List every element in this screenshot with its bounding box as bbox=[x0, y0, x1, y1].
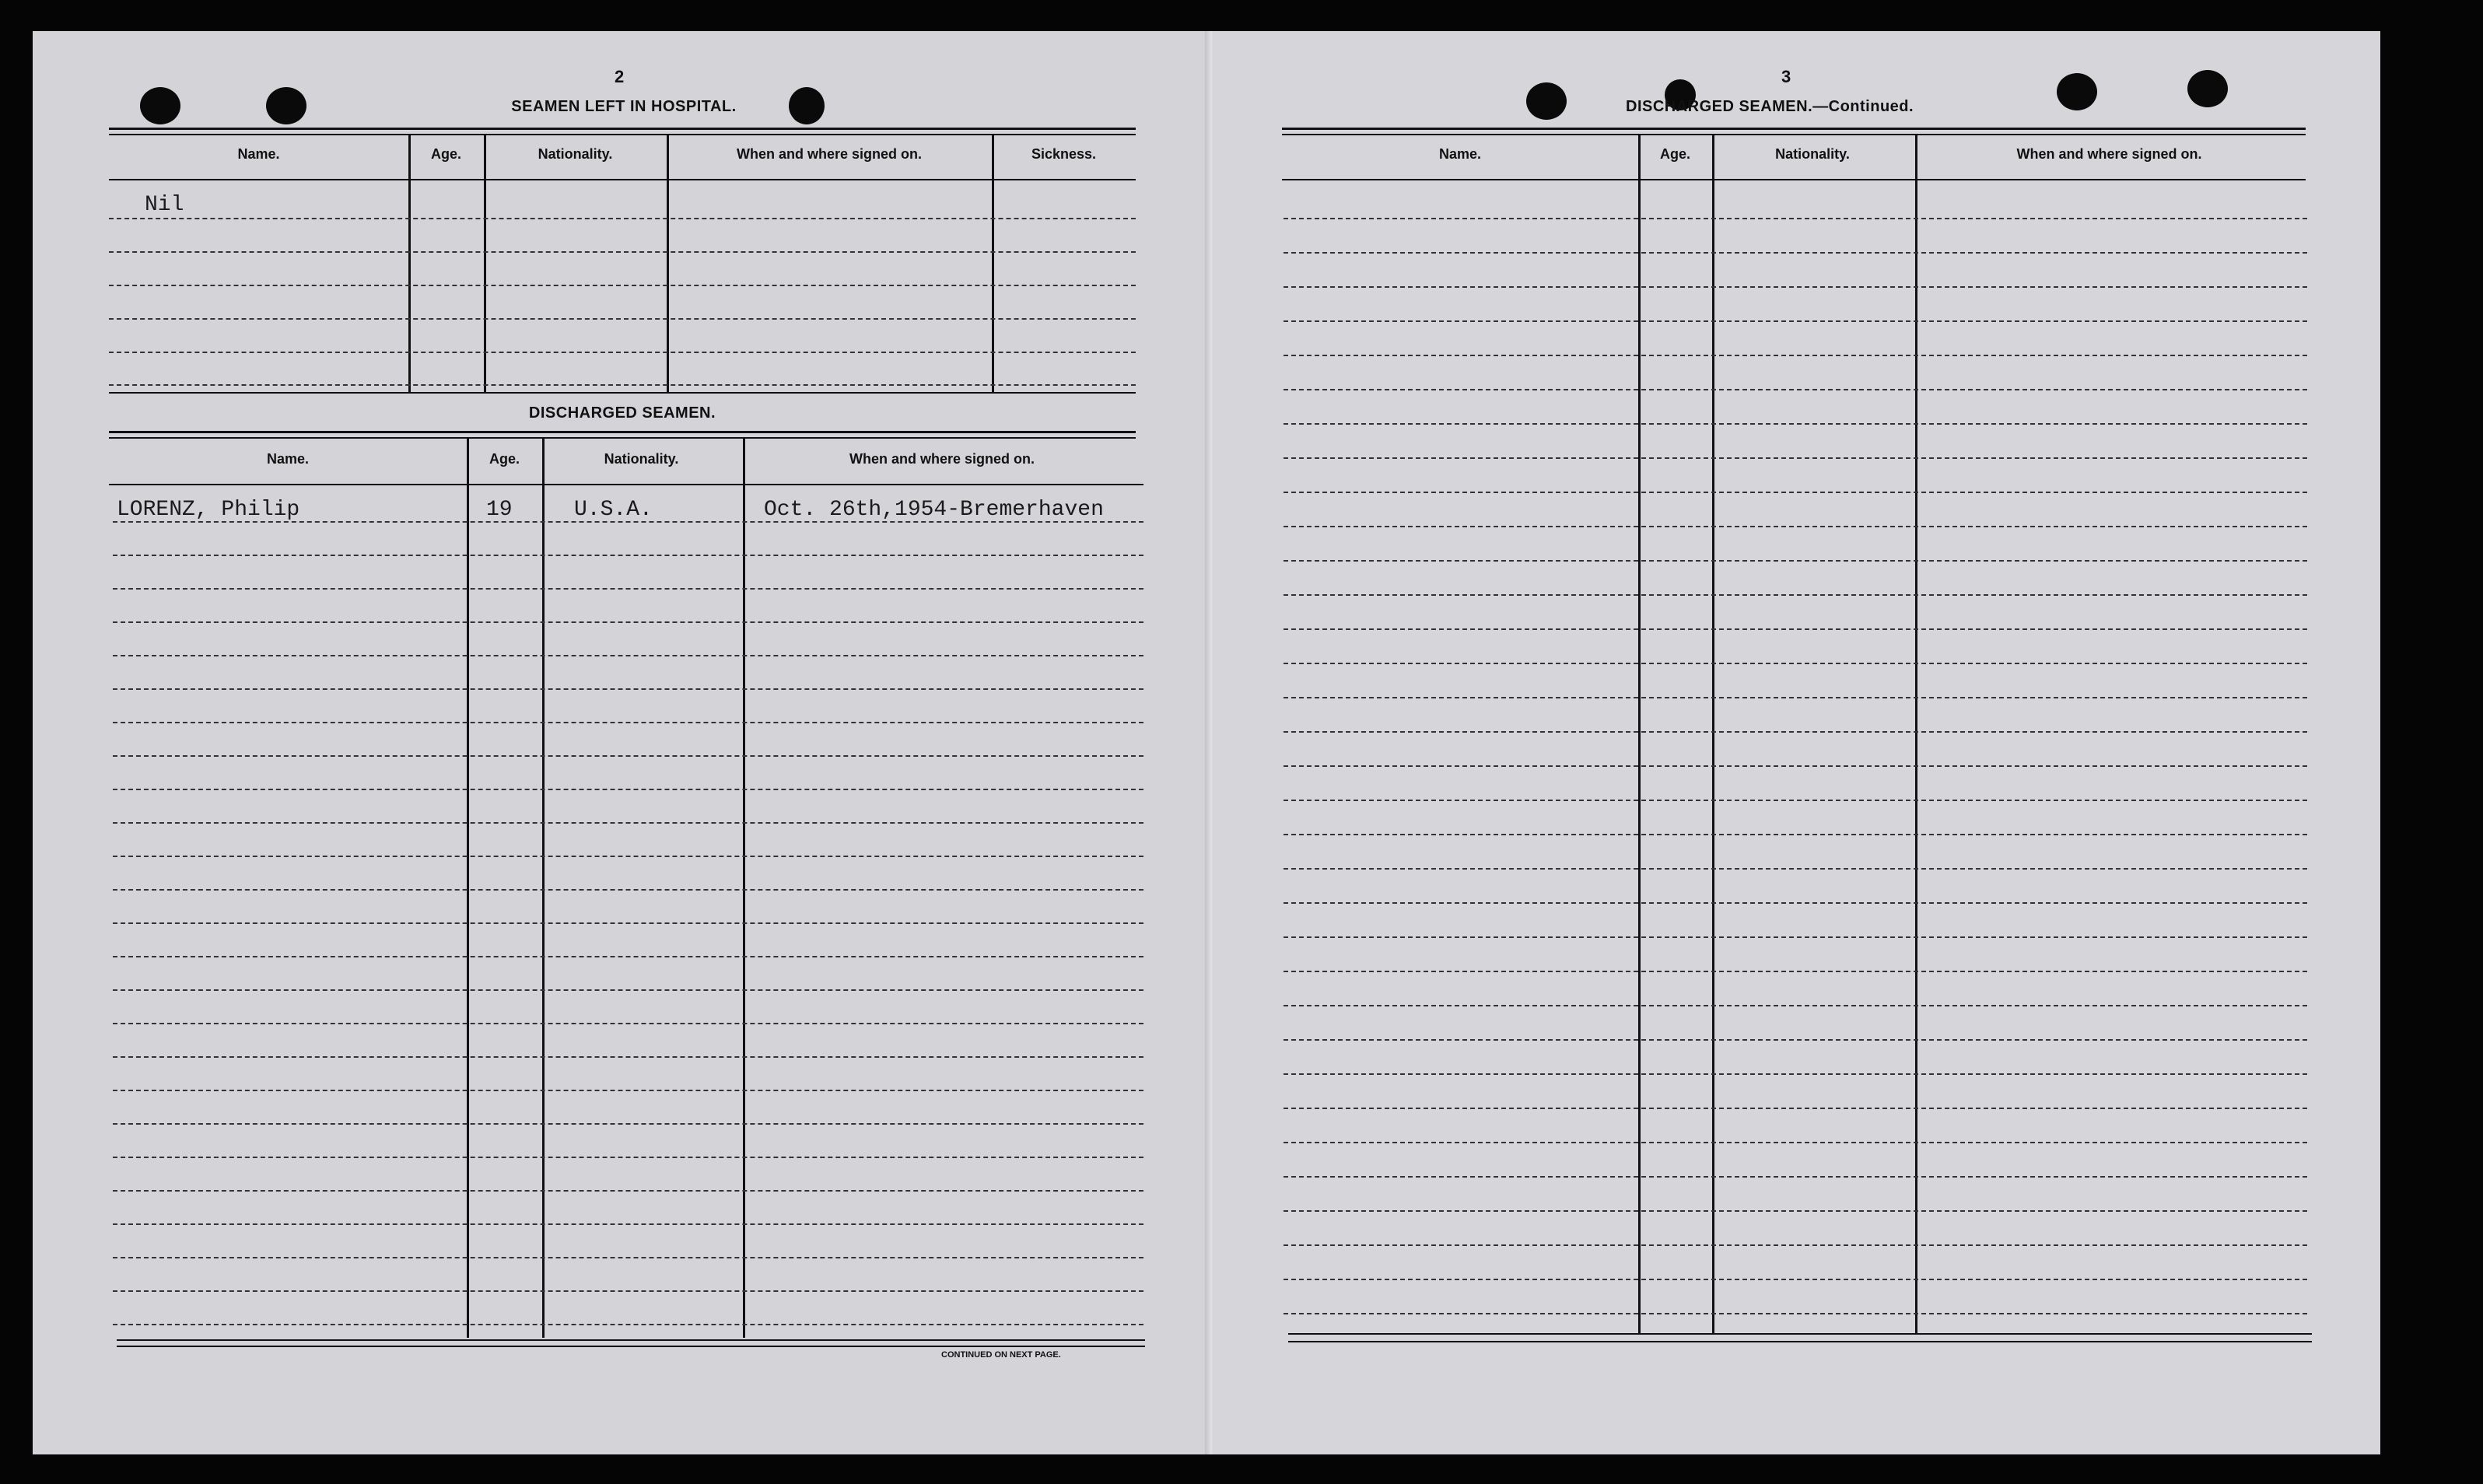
column-divider bbox=[1638, 135, 1641, 1333]
rule bbox=[117, 1339, 1145, 1341]
col-header-sickness: Sickness. bbox=[1031, 146, 1097, 162]
entry-line bbox=[1284, 492, 2307, 493]
column-divider bbox=[1915, 135, 1917, 1333]
entry-line bbox=[113, 755, 1143, 757]
entry-line bbox=[113, 655, 1143, 656]
entry-line bbox=[113, 956, 1143, 957]
continued-note: CONTINUED ON NEXT PAGE. bbox=[941, 1350, 1061, 1360]
entry-line bbox=[113, 822, 1143, 824]
rule bbox=[109, 431, 1136, 433]
column-divider bbox=[743, 439, 745, 1338]
entry-line bbox=[1284, 936, 2307, 938]
col-header-name: Name. bbox=[1438, 146, 1482, 162]
entry-line bbox=[1284, 765, 2307, 767]
page-number: 2 bbox=[615, 67, 625, 86]
entry-line bbox=[113, 1023, 1143, 1024]
entry-line bbox=[113, 555, 1143, 556]
col-header-age: Age. bbox=[1659, 146, 1690, 162]
entry-line bbox=[113, 789, 1143, 790]
col-header-signed-on: When and where signed on. bbox=[849, 451, 1035, 467]
rule bbox=[1282, 128, 2306, 130]
column-divider bbox=[408, 135, 411, 392]
col-header-name: Name. bbox=[266, 451, 310, 467]
entry-line bbox=[113, 621, 1143, 623]
column-divider bbox=[467, 439, 469, 1338]
entry-line bbox=[1284, 526, 2307, 527]
entry-line bbox=[113, 688, 1143, 690]
entry-line bbox=[113, 1157, 1143, 1158]
rule bbox=[109, 179, 1136, 180]
rule bbox=[117, 1346, 1145, 1347]
discharged-nationality: U.S.A. bbox=[574, 498, 653, 522]
rule bbox=[1288, 1341, 2312, 1342]
entry-line bbox=[109, 218, 1136, 219]
entry-line bbox=[1284, 800, 2307, 801]
punch-hole bbox=[2187, 70, 2228, 107]
column-divider bbox=[992, 135, 994, 392]
entry-line bbox=[113, 856, 1143, 857]
entry-line bbox=[1284, 697, 2307, 698]
section-title-discharged: DISCHARGED SEAMEN. bbox=[528, 404, 716, 422]
entry-line bbox=[113, 1190, 1143, 1192]
entry-line bbox=[113, 1223, 1143, 1225]
column-divider bbox=[484, 135, 486, 392]
entry-line bbox=[1284, 834, 2307, 835]
entry-line bbox=[1284, 1279, 2307, 1280]
col-header-signed-on: When and where signed on. bbox=[2016, 146, 2202, 162]
entry-line bbox=[1284, 252, 2307, 254]
entry-line bbox=[113, 521, 1143, 523]
punch-hole bbox=[140, 87, 180, 124]
rule bbox=[109, 134, 1136, 135]
col-header-nationality: Nationality. bbox=[1775, 146, 1850, 162]
entry-line bbox=[109, 285, 1136, 286]
entry-line bbox=[113, 889, 1143, 891]
punch-hole bbox=[266, 87, 306, 124]
page-number: 3 bbox=[1781, 67, 1791, 86]
entry-line bbox=[1284, 1039, 2307, 1041]
entry-line bbox=[113, 1123, 1143, 1125]
entry-line bbox=[113, 722, 1143, 723]
section-title-hospital: SEAMEN LEFT IN HOSPITAL. bbox=[511, 98, 737, 115]
rule bbox=[1288, 1333, 2312, 1335]
entry-line bbox=[1284, 902, 2307, 904]
entry-line bbox=[1284, 286, 2307, 288]
punch-hole bbox=[789, 87, 825, 124]
entry-line bbox=[109, 318, 1136, 320]
col-header-nationality: Nationality. bbox=[538, 146, 613, 162]
discharged-age: 19 bbox=[486, 498, 513, 522]
entry-line bbox=[1284, 1073, 2307, 1075]
entry-line bbox=[113, 989, 1143, 991]
rule bbox=[109, 392, 1136, 394]
hospital-entry: Nil bbox=[145, 193, 184, 217]
entry-line bbox=[109, 352, 1136, 353]
entry-line bbox=[1284, 1142, 2307, 1143]
entry-line bbox=[113, 1324, 1143, 1325]
entry-line bbox=[1284, 628, 2307, 630]
entry-line bbox=[113, 1290, 1143, 1292]
rule bbox=[109, 128, 1136, 130]
entry-line bbox=[113, 922, 1143, 924]
entry-line bbox=[1284, 560, 2307, 562]
punch-hole bbox=[2057, 73, 2097, 110]
entry-line bbox=[113, 1090, 1143, 1091]
entry-line bbox=[1284, 1176, 2307, 1178]
rule bbox=[109, 484, 1143, 485]
rule bbox=[1282, 134, 2306, 135]
col-header-nationality: Nationality. bbox=[604, 451, 679, 467]
entry-line bbox=[1284, 355, 2307, 356]
punch-hole bbox=[1526, 82, 1567, 120]
rule bbox=[109, 437, 1136, 439]
right-page bbox=[1213, 31, 2380, 1454]
entry-line bbox=[113, 1257, 1143, 1258]
entry-line bbox=[1284, 1108, 2307, 1109]
discharged-name: LORENZ, Philip bbox=[117, 498, 300, 522]
entry-line bbox=[109, 251, 1136, 253]
entry-line bbox=[1284, 731, 2307, 733]
column-divider bbox=[1712, 135, 1714, 1333]
entry-line bbox=[1284, 389, 2307, 390]
entry-line bbox=[1284, 320, 2307, 322]
col-header-age: Age. bbox=[430, 146, 461, 162]
rule bbox=[1282, 179, 2306, 180]
entry-line bbox=[109, 384, 1136, 386]
entry-line bbox=[1284, 868, 2307, 870]
entry-line bbox=[1284, 457, 2307, 459]
entry-line bbox=[1284, 218, 2307, 219]
entry-line bbox=[113, 1056, 1143, 1058]
entry-line bbox=[1284, 971, 2307, 972]
column-divider bbox=[667, 135, 669, 392]
col-header-age: Age. bbox=[489, 451, 520, 467]
entry-line bbox=[1284, 594, 2307, 596]
entry-line bbox=[1284, 663, 2307, 664]
entry-line bbox=[1284, 1313, 2307, 1314]
entry-line bbox=[1284, 1244, 2307, 1246]
entry-line bbox=[1284, 1005, 2307, 1006]
entry-line bbox=[1284, 1210, 2307, 1212]
col-header-name: Name. bbox=[237, 146, 280, 162]
entry-line bbox=[1284, 423, 2307, 425]
entry-line bbox=[113, 588, 1143, 590]
discharged-signed-on: Oct. 26th,1954-Bremerhaven bbox=[764, 498, 1104, 522]
left-page bbox=[33, 31, 1207, 1454]
column-divider bbox=[542, 439, 545, 1338]
section-title-discharged-continued: DISCHARGED SEAMEN.—Continued. bbox=[1626, 98, 1914, 115]
col-header-signed-on: When and where signed on. bbox=[736, 146, 923, 162]
